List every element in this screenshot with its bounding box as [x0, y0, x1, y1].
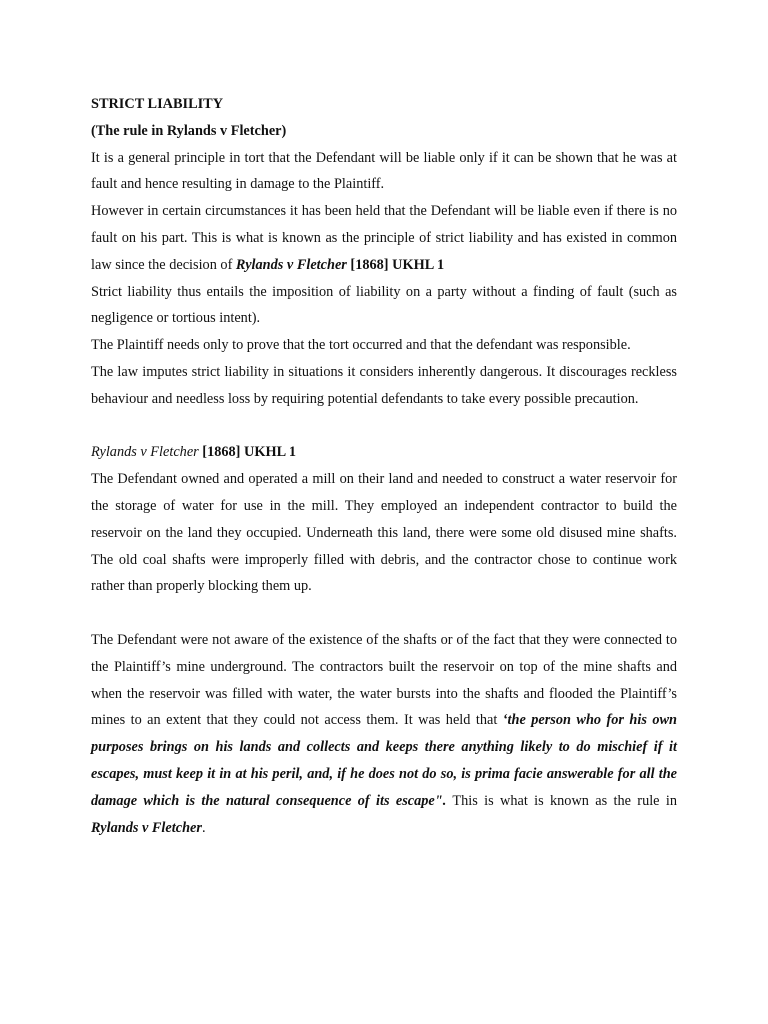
intro-paragraph-2 — [91, 198, 677, 278]
intro-paragraph-5: The law imputes strict liability in situations it considers inherently dangerous. It discourages reckless behaviour and needless loss by requiring potential defendants to take every possible precaution. — [91, 363, 677, 407]
page-title: STRICT LIABILITY — [91, 96, 224, 112]
page-subtitle: (The rule in Rylands v Fletcher) — [91, 122, 287, 139]
case-citation-inline: [1868] UKHL 1 — [346, 256, 445, 273]
case-held-text: The Defendant were not aware of the existence of the shafts or of the fact that they were connected to the Plaintiff’s mine underground. The contractors built the reservoir on top of the mine shafts and when the reservoir was filled with water, the water bursts into the shafts and flooded the Plaintiff’s mines to an extent that they could not access them. It was held that — [91, 631, 677, 729]
case-closing-name: Rylands v Fletcher — [91, 819, 202, 836]
spacer — [91, 413, 677, 440]
intro-paragraph-1: It is a general principle in tort that the Defendant will be liable only if it can be shown that he was at fault and hence resulting in damage to the Plaintiff. — [91, 149, 677, 193]
case-held-quote: ‘the person who for his own purposes brings on his lands and collects and keeps there anything likely to do mischief if it escapes, must keep it in at his peril, and, if he does not do so, is prima facie answerable for all the damage which is the natural consequence of its escape". — [91, 712, 677, 809]
case-facts-paragraph: The Defendant owned and operated a mill on their land and needed to construct a water reservoir for the storage of water for use in the mill. They employed an independent contractor to build the reservoir on the land they occupied. Underneath this land, there were some old disused mine shafts. The old coal shafts were improperly filled with debris, and the contractor chose to continue work rather than properly blocking them up. — [91, 471, 677, 595]
intro-paragraph-3: Strict liability thus entails the imposition of liability on a party without a finding of fault (such as negligence or tortious intent). — [91, 283, 677, 327]
case-name-inline: Rylands v Fletcher — [235, 256, 347, 273]
intro-paragraph-4: The Plaintiff needs only to prove that the tort occurred and that the defendant was responsible. — [91, 337, 631, 354]
case-closing-end: . — [201, 819, 206, 836]
case-held-paragraph — [91, 627, 677, 841]
case-heading-name: Rylands v Fletcher — [91, 444, 199, 461]
intro-paragraph-2-text: However in certain circumstances it has been held that the Defendant will be liable even if there is no fault on his part. This is what is known as the principle of strict liability and has existed in common law since the decision of — [91, 203, 677, 273]
case-closing-text: This is what is known as the rule in — [446, 792, 677, 809]
document-body — [91, 91, 677, 841]
spacer — [91, 600, 677, 627]
case-heading — [91, 439, 677, 466]
case-heading-citation: [1868] UKHL 1 — [198, 444, 297, 461]
